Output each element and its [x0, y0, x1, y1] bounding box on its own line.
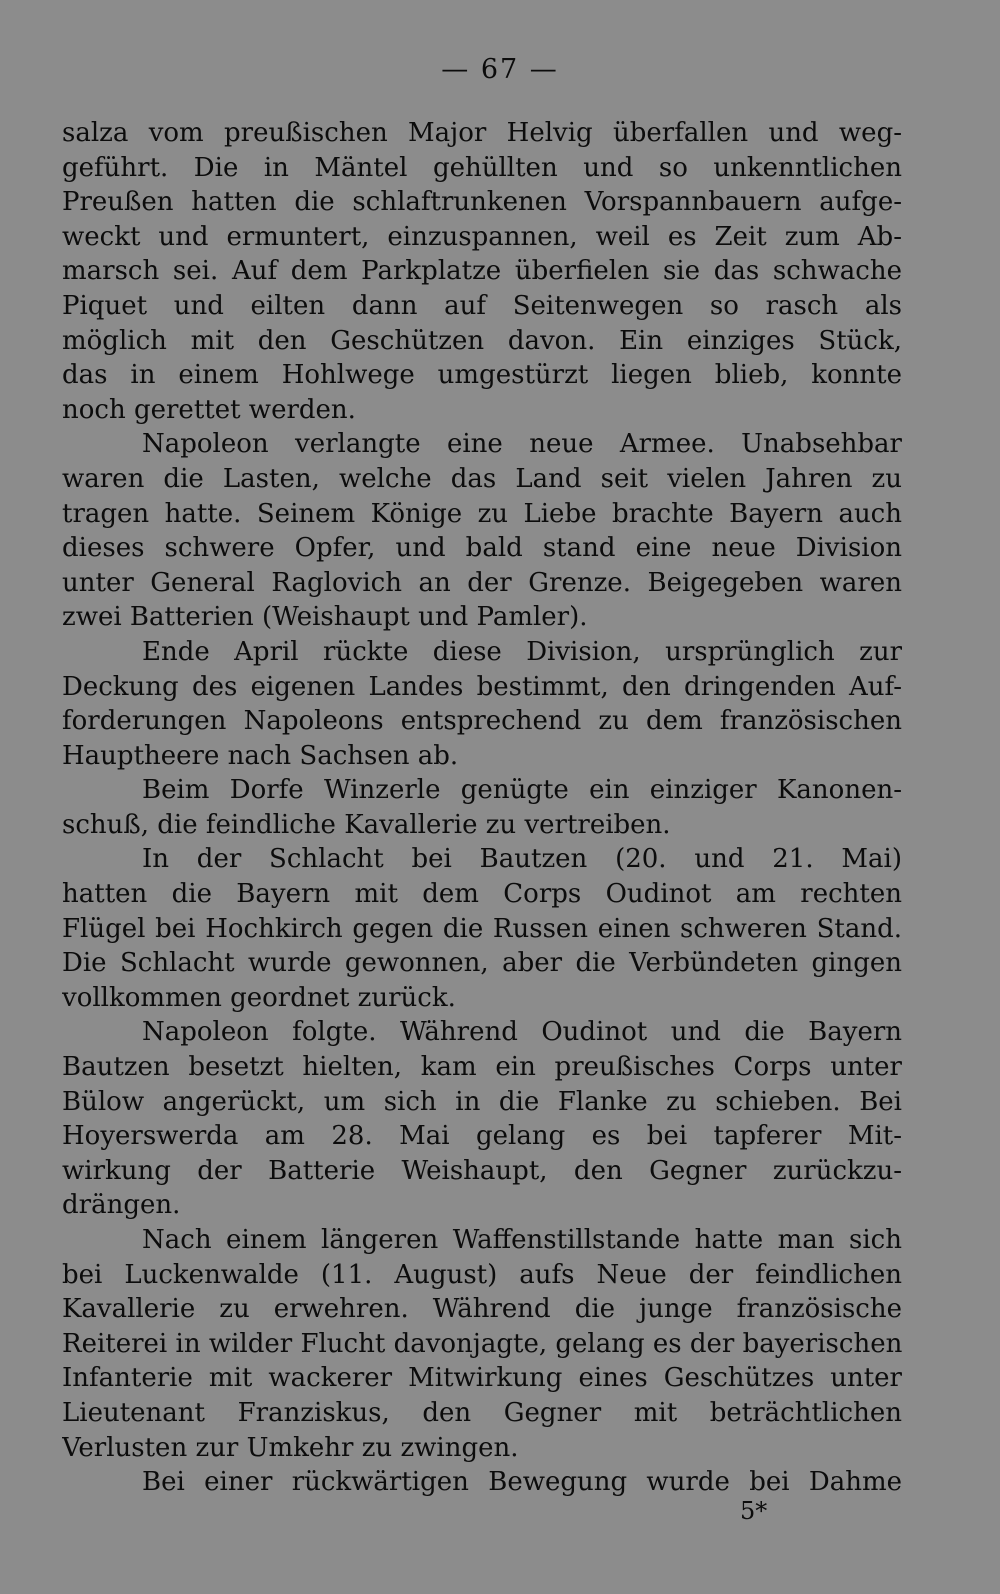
text-line: Deckung des eigenen Landes bestimmt, den dringenden Auf- [62, 671, 902, 702]
text-line: schuß, die feindliche Kavallerie zu vertreiben. [62, 809, 671, 840]
text-line: Infanterie mit wackerer Mitwirkung eines Geschützes unter [62, 1363, 902, 1394]
signature-mark: 5* [740, 1497, 768, 1525]
text-line: noch gerettet werden. [62, 394, 356, 425]
paragraph [62, 1015, 902, 1223]
text-line: Piquet und eilten dann auf Seitenwegen so rasch als [62, 290, 902, 321]
text-line: unter General Raglovich an der Grenze. Beigegeben waren [62, 567, 902, 598]
text-line: zwei Batterien (Weishaupt und Pamler). [62, 602, 588, 633]
text-line: wirkung der Batterie Weishaupt, den Gegner zurückzu- [62, 1155, 902, 1186]
text-line: Reiterei in wilder Flucht davonjagte, gelang es der bayerischen [62, 1328, 902, 1359]
text-line: Napoleon folgte. Während Oudinot und die Bayern [142, 1017, 902, 1048]
text-line: Flügel bei Hochkirch gegen die Russen einen schweren Stand. [62, 913, 902, 944]
text-line: Ende April rückte diese Division, ursprünglich zur [142, 636, 902, 667]
text-line: Beim Dorfe Winzerle genügte ein einziger Kanonen- [142, 775, 902, 806]
text-line: tragen hatte. Seinem Könige zu Liebe brachte Bayern auch [62, 498, 902, 529]
text-line: Kavallerie zu erwehren. Während die junge französische [62, 1294, 902, 1325]
text-line: waren die Lasten, welche das Land seit vielen Jahren zu [62, 463, 902, 494]
text-line: marsch sei. Auf dem Parkplatze überfielen sie das schwache [62, 256, 902, 287]
text-line: forderungen Napoleons entsprechend zu dem französischen [62, 706, 902, 737]
text-line: In der Schlacht bei Bautzen (20. und 21. Mai) [142, 844, 902, 875]
text-line: möglich mit den Geschützen davon. Ein einziges Stück, [62, 325, 902, 356]
text-line: weckt und ermuntert, einzuspannen, weil es Zeit zum Ab- [62, 221, 902, 252]
text-line: bei Luckenwalde (11. August) aufs Neue der feindlichen [62, 1259, 902, 1290]
text-line: hatten die Bayern mit dem Corps Oudinot am rechten [62, 879, 902, 910]
paragraph [62, 1223, 902, 1465]
body-text [62, 116, 902, 1500]
text-line: salza vom preußischen Major Helvig überfallen und weg- [62, 118, 902, 148]
text-line: Bülow angerückt, um sich in die Flanke zu schieben. Bei [62, 1086, 902, 1117]
text-line: Preußen hatten die schlaftrunkenen Vorspannbauern aufge- [62, 187, 902, 218]
paragraph [62, 116, 902, 427]
text-line: das in einem Hohlwege umgestürzt liegen blieb, konnte [62, 360, 902, 391]
text-line: Napoleon verlangte eine neue Armee. Unabsehbar [142, 429, 902, 460]
paragraph [62, 1465, 902, 1500]
text-line: Nach einem längeren Waffenstillstande hatte man sich [142, 1225, 902, 1255]
text-line: Die Schlacht wurde gewonnen, aber die Verbündeten gingen [62, 948, 902, 979]
text-line: vollkommen geordnet zurück. [62, 982, 456, 1013]
page-number-header: — 67 — [441, 54, 559, 85]
text-line: Lieutenant Franziskus, den Gegner mit beträchtlichen [62, 1397, 902, 1428]
paragraph [62, 842, 902, 1015]
text-line: Bautzen besetzt hielten, kam ein preußisches Corps unter [62, 1052, 902, 1083]
text-line: Hauptheere nach Sachsen ab. [62, 740, 459, 771]
paragraph [62, 773, 902, 842]
text-line: geführt. Die in Mäntel gehüllten und so unkenntlichen [62, 152, 902, 183]
text-line: dieses schwere Opfer, und bald stand eine neue Division [62, 533, 902, 564]
text-line: Hoyerswerda am 28. Mai gelang es bei tapferer Mit- [62, 1121, 902, 1152]
paragraph [62, 635, 902, 773]
text-line: Verlusten zur Umkehr zu zwingen. [62, 1432, 519, 1463]
paragraph [62, 427, 902, 635]
text-line: drängen. [62, 1190, 181, 1221]
text-line: Bei einer rückwärtigen Bewegung wurde bei Dahme [142, 1467, 902, 1498]
